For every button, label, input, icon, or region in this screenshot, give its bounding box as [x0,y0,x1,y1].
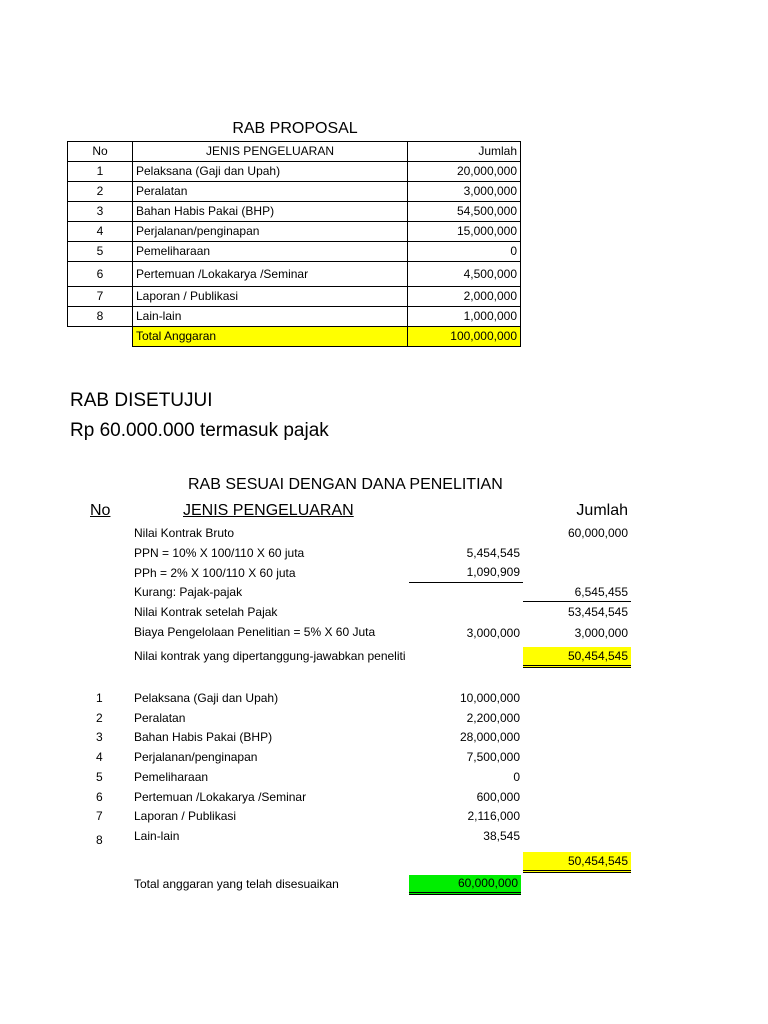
row-no: 6 [68,262,133,287]
row-jenis: Pelaksana (Gaji dan Upah) [133,162,408,182]
subtraction-line [523,601,631,602]
row-no: 4 [68,222,133,242]
subtotal-highlight: 50,454,545 [523,852,631,873]
calc-label: Nilai Kontrak Bruto [134,526,235,540]
row-no: 8 [68,307,133,327]
list-item-jenis: Peralatan [134,711,186,725]
total-label: Total Anggaran [133,327,408,347]
row-jenis: Bahan Habis Pakai (BHP) [133,202,408,222]
calc-right-highlight: 50,454,545 [523,647,631,668]
list-item-no: 3 [96,730,103,744]
row-jumlah: 15,000,000 [408,222,521,242]
calc-label: Nilai kontrak yang dipertanggung-jawabkan peneliti [134,649,406,663]
row-jumlah: 4,500,000 [408,262,521,287]
list-item-jumlah: 2,200,000 [466,711,520,725]
calc-right: 6,545,455 [574,585,628,599]
list-item-no: 7 [96,809,103,823]
table-row [68,222,521,242]
research-header-no: No [90,502,111,519]
calc-right: 60,000,000 [567,526,628,540]
row-jenis: Lain-lain [133,307,408,327]
table-row [68,242,521,262]
row-no: 1 [68,162,133,182]
list-item-no: 2 [96,711,103,725]
list-item-jumlah: 600,000 [476,790,520,804]
row-jumlah: 20,000,000 [408,162,521,182]
list-item-jumlah: 2,116,000 [467,809,520,823]
list-item-no: 1 [96,691,103,705]
header-jenis: JENIS PENGELUARAN [133,142,408,162]
calc-right: 3,000,000 [574,626,628,640]
research-header-jenis: JENIS PENGELUARAN [183,502,354,519]
list-item-jumlah: 38,545 [483,829,520,843]
row-jenis: Peralatan [133,182,408,202]
final-total-value: 60,000,000 [409,875,521,895]
list-item-no: 4 [96,750,103,764]
calc-mid: 5,454,545 [466,546,520,560]
list-item-jenis: Pertemuan /Lokakarya /Seminar [134,790,307,804]
row-no: 3 [68,202,133,222]
header-jumlah: Jumlah [408,142,521,162]
total-value: 100,000,000 [408,327,521,347]
research-header-jumlah: Jumlah [576,502,628,519]
row-no: 7 [68,287,133,307]
calc-mid: 3,000,000 [466,626,520,640]
list-item-jenis: Bahan Habis Pakai (BHP) [134,730,273,744]
header-no: No [68,142,133,162]
row-jenis: Pertemuan /Lokakarya /Seminar [133,262,408,287]
proposal-title: RAB PROPOSAL [232,120,358,137]
subtraction-line [409,582,523,583]
list-item-no: 6 [96,790,103,804]
list-item-jumlah: 28,000,000 [459,730,520,744]
list-item-jumlah: 0 [513,770,520,784]
proposal-table [67,141,521,347]
approved-heading: RAB DISETUJUI [70,390,213,411]
calc-mid: 1,090,909 [466,565,520,579]
row-jumlah: 1,000,000 [408,307,521,327]
final-total-label: Total anggaran yang telah disesuaikan [134,877,339,891]
row-jumlah: 3,000,000 [408,182,521,202]
row-no: 5 [68,242,133,262]
list-item-jenis: Laporan / Publikasi [134,809,237,823]
list-item-jumlah: 7,500,000 [466,750,520,764]
table-row [68,182,521,202]
table-row [68,202,521,222]
list-item-jenis: Pemeliharaan [134,770,209,784]
calc-right: 53,454,545 [567,605,628,619]
row-no: 2 [68,182,133,202]
calc-label: Kurang: Pajak-pajak [134,585,243,599]
list-item-jenis: Perjalanan/penginapan [134,750,258,764]
calc-label: Biaya Pengelolaan Penelitian = 5% X 60 Juta [134,625,376,639]
row-jumlah: 2,000,000 [408,287,521,307]
table-row [68,307,521,327]
calc-label: PPN = 10% X 100/110 X 60 juta [134,546,305,560]
row-jenis: Pemeliharaan [133,242,408,262]
table-row [68,162,521,182]
list-item-jenis: Lain-lain [134,829,180,843]
table-row [68,262,521,287]
row-jumlah: 54,500,000 [408,202,521,222]
list-item-no: 8 [96,833,103,847]
row-jenis: Perjalanan/penginapan [133,222,408,242]
table-header-row [68,142,521,162]
row-jenis: Laporan / Publikasi [133,287,408,307]
table-row [68,287,521,307]
calc-label: Nilai Kontrak setelah Pajak [134,605,278,619]
row-jumlah: 0 [408,242,521,262]
total-row [68,327,521,347]
approved-amount: Rp 60.000.000 termasuk pajak [70,420,329,441]
calc-label: PPh = 2% X 100/110 X 60 juta [134,566,296,580]
list-item-jumlah: 10,000,000 [459,691,520,705]
research-title: RAB SESUAI DENGAN DANA PENELITIAN [188,476,503,493]
list-item-no: 5 [96,770,103,784]
list-item-jenis: Pelaksana (Gaji dan Upah) [134,691,279,705]
